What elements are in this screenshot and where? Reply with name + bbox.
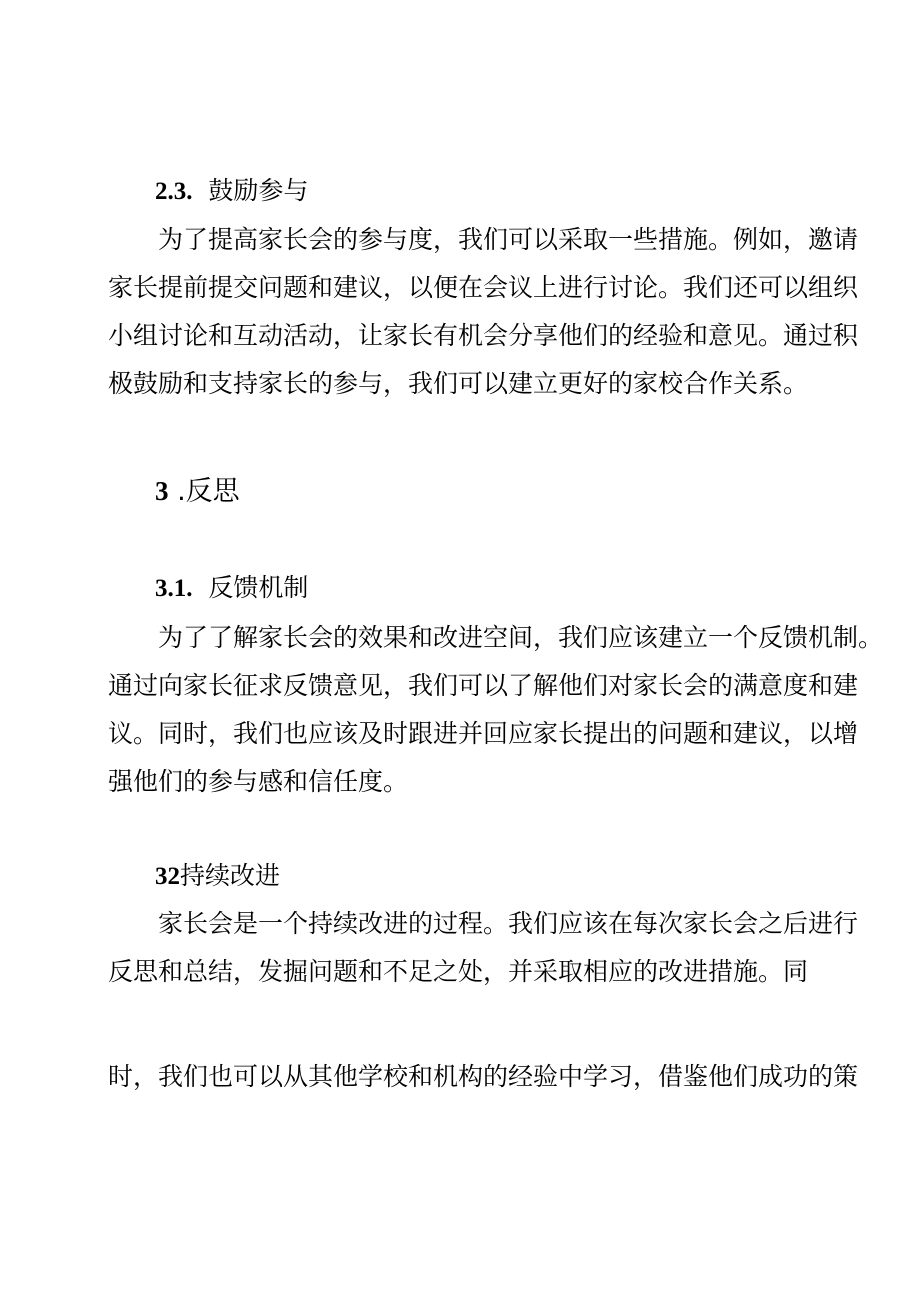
section-heading-3-2 (155, 861, 280, 892)
section-number: 32 (155, 863, 180, 890)
paragraph-line: 反思和总结，发掘问题和不足之处，并采取相应的改进措施。同 (108, 957, 809, 986)
paragraph-line: 通过向家长征求反馈意见，我们可以了解他们对家长会的满意度和建 (108, 671, 859, 700)
paragraph-line: 小组讨论和互动活动，让家长有机会分享他们的经验和意见。通过积 (108, 321, 859, 350)
paragraph-line: 家长提前提交问题和建议，以便在会议上进行讨论。我们还可以组织 (108, 273, 859, 302)
section-heading-3-1 (155, 573, 308, 604)
paragraph-continuation (108, 1053, 859, 1101)
section-title: .反思 (177, 476, 240, 507)
section-number: 3 (155, 476, 169, 506)
section-title: 持续改进 (180, 861, 281, 890)
paragraph-continuous-improvement (108, 900, 859, 996)
paragraph-line: 家长会是一个持续改进的过程。我们应该在每次家长会之后进行 (158, 909, 859, 938)
section-title: 反馈机制 (208, 573, 309, 602)
paragraph-line: 极鼓励和支持家长的参与，我们可以建立更好的家校合作关系。 (108, 369, 809, 398)
paragraph-feedback-mechanism (108, 614, 884, 806)
paragraph-encourage-participation (108, 216, 859, 408)
paragraph-line: 议。同时，我们也应该及时跟进并回应家长提出的问题和建议，以增 (108, 719, 859, 748)
paragraph-line: 为了了解家长会的效果和改进空间，我们应该建立一个反馈机制。 (158, 623, 884, 652)
paragraph-line: 强他们的参与感和信任度。 (108, 767, 409, 796)
section-heading-2-3 (155, 176, 308, 207)
section-title: 鼓励参与 (208, 176, 309, 205)
paragraph-line: 为了提高家长会的参与度，我们可以采取一些措施。例如，邀请 (158, 225, 859, 254)
section-heading-3 (155, 475, 240, 508)
section-number: 3.1. (155, 575, 193, 602)
section-number: 2.3. (155, 178, 193, 205)
paragraph-line: 时，我们也可以从其他学校和机构的经验中学习，借鉴他们成功的策 (108, 1062, 859, 1091)
